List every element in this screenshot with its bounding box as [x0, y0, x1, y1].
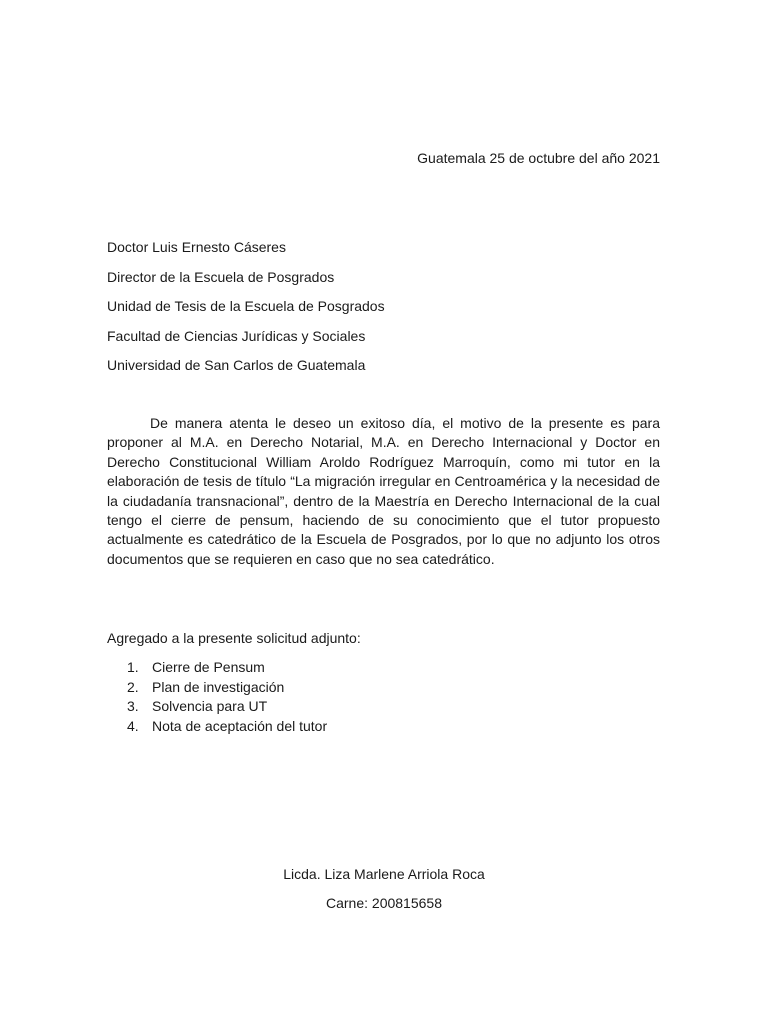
- list-item-text: Solvencia para UT: [152, 698, 268, 714]
- list-item-number: 4.: [127, 717, 139, 734]
- recipient-university: Universidad de San Carlos de Guatemala: [107, 357, 366, 374]
- list-item-number: 3.: [127, 698, 139, 714]
- recipient-unit: Unidad de Tesis de la Escuela de Posgrados: [107, 298, 385, 315]
- recipient-title: Director de la Escuela de Posgrados: [107, 268, 335, 285]
- signature-id: Carne: 200815658: [326, 895, 442, 911]
- attachments-list: [127, 658, 327, 736]
- list-item-number: 1.: [127, 659, 139, 675]
- list-item-text: Plan de investigación: [152, 678, 285, 695]
- letter-body: De manera atenta le deseo un exitoso día, el motivo de la presente es para proponer al M.A. en Derecho Notarial, M.A. en Derecho Internacional y Doctor en Derecho Constitucional William Aroldo Rodríguez Marroquín, como mi tutor en la elaboración de tesis de título “La migración irregular en Centroamérica y la necesidad de la ciudadanía transnacional”, dentro de la Maestría en Derecho Internacional de la cual tengo el cierre de pensum, haciendo de su conocimiento que el tutor propuesto actualmente es catedrático de la Escuela de Posgrados, por lo que no adjunto los otros documentos que se requieren en caso que no sea catedrático.: [107, 415, 660, 567]
- list-item-number: 2.: [127, 678, 139, 695]
- recipient-faculty: Facultad de Ciencias Jurídicas y Sociales: [107, 327, 366, 344]
- list-item-text: Nota de aceptación del tutor: [152, 717, 328, 734]
- list-item: [127, 717, 327, 737]
- date-line: Guatemala 25 de octubre del año 2021: [417, 150, 660, 166]
- recipient-name: Doctor Luis Ernesto Cáseres: [107, 239, 286, 255]
- list-item-text: Cierre de Pensum: [152, 659, 265, 675]
- list-item: [127, 658, 327, 678]
- signature-block: [0, 864, 768, 922]
- list-item: [127, 697, 327, 717]
- attachments-intro: Agregado a la presente solicitud adjunto:: [107, 630, 361, 646]
- signature-name: Licda. Liza Marlene Arriola Roca: [283, 866, 485, 882]
- list-item: [127, 678, 327, 698]
- recipient-block: [107, 237, 385, 385]
